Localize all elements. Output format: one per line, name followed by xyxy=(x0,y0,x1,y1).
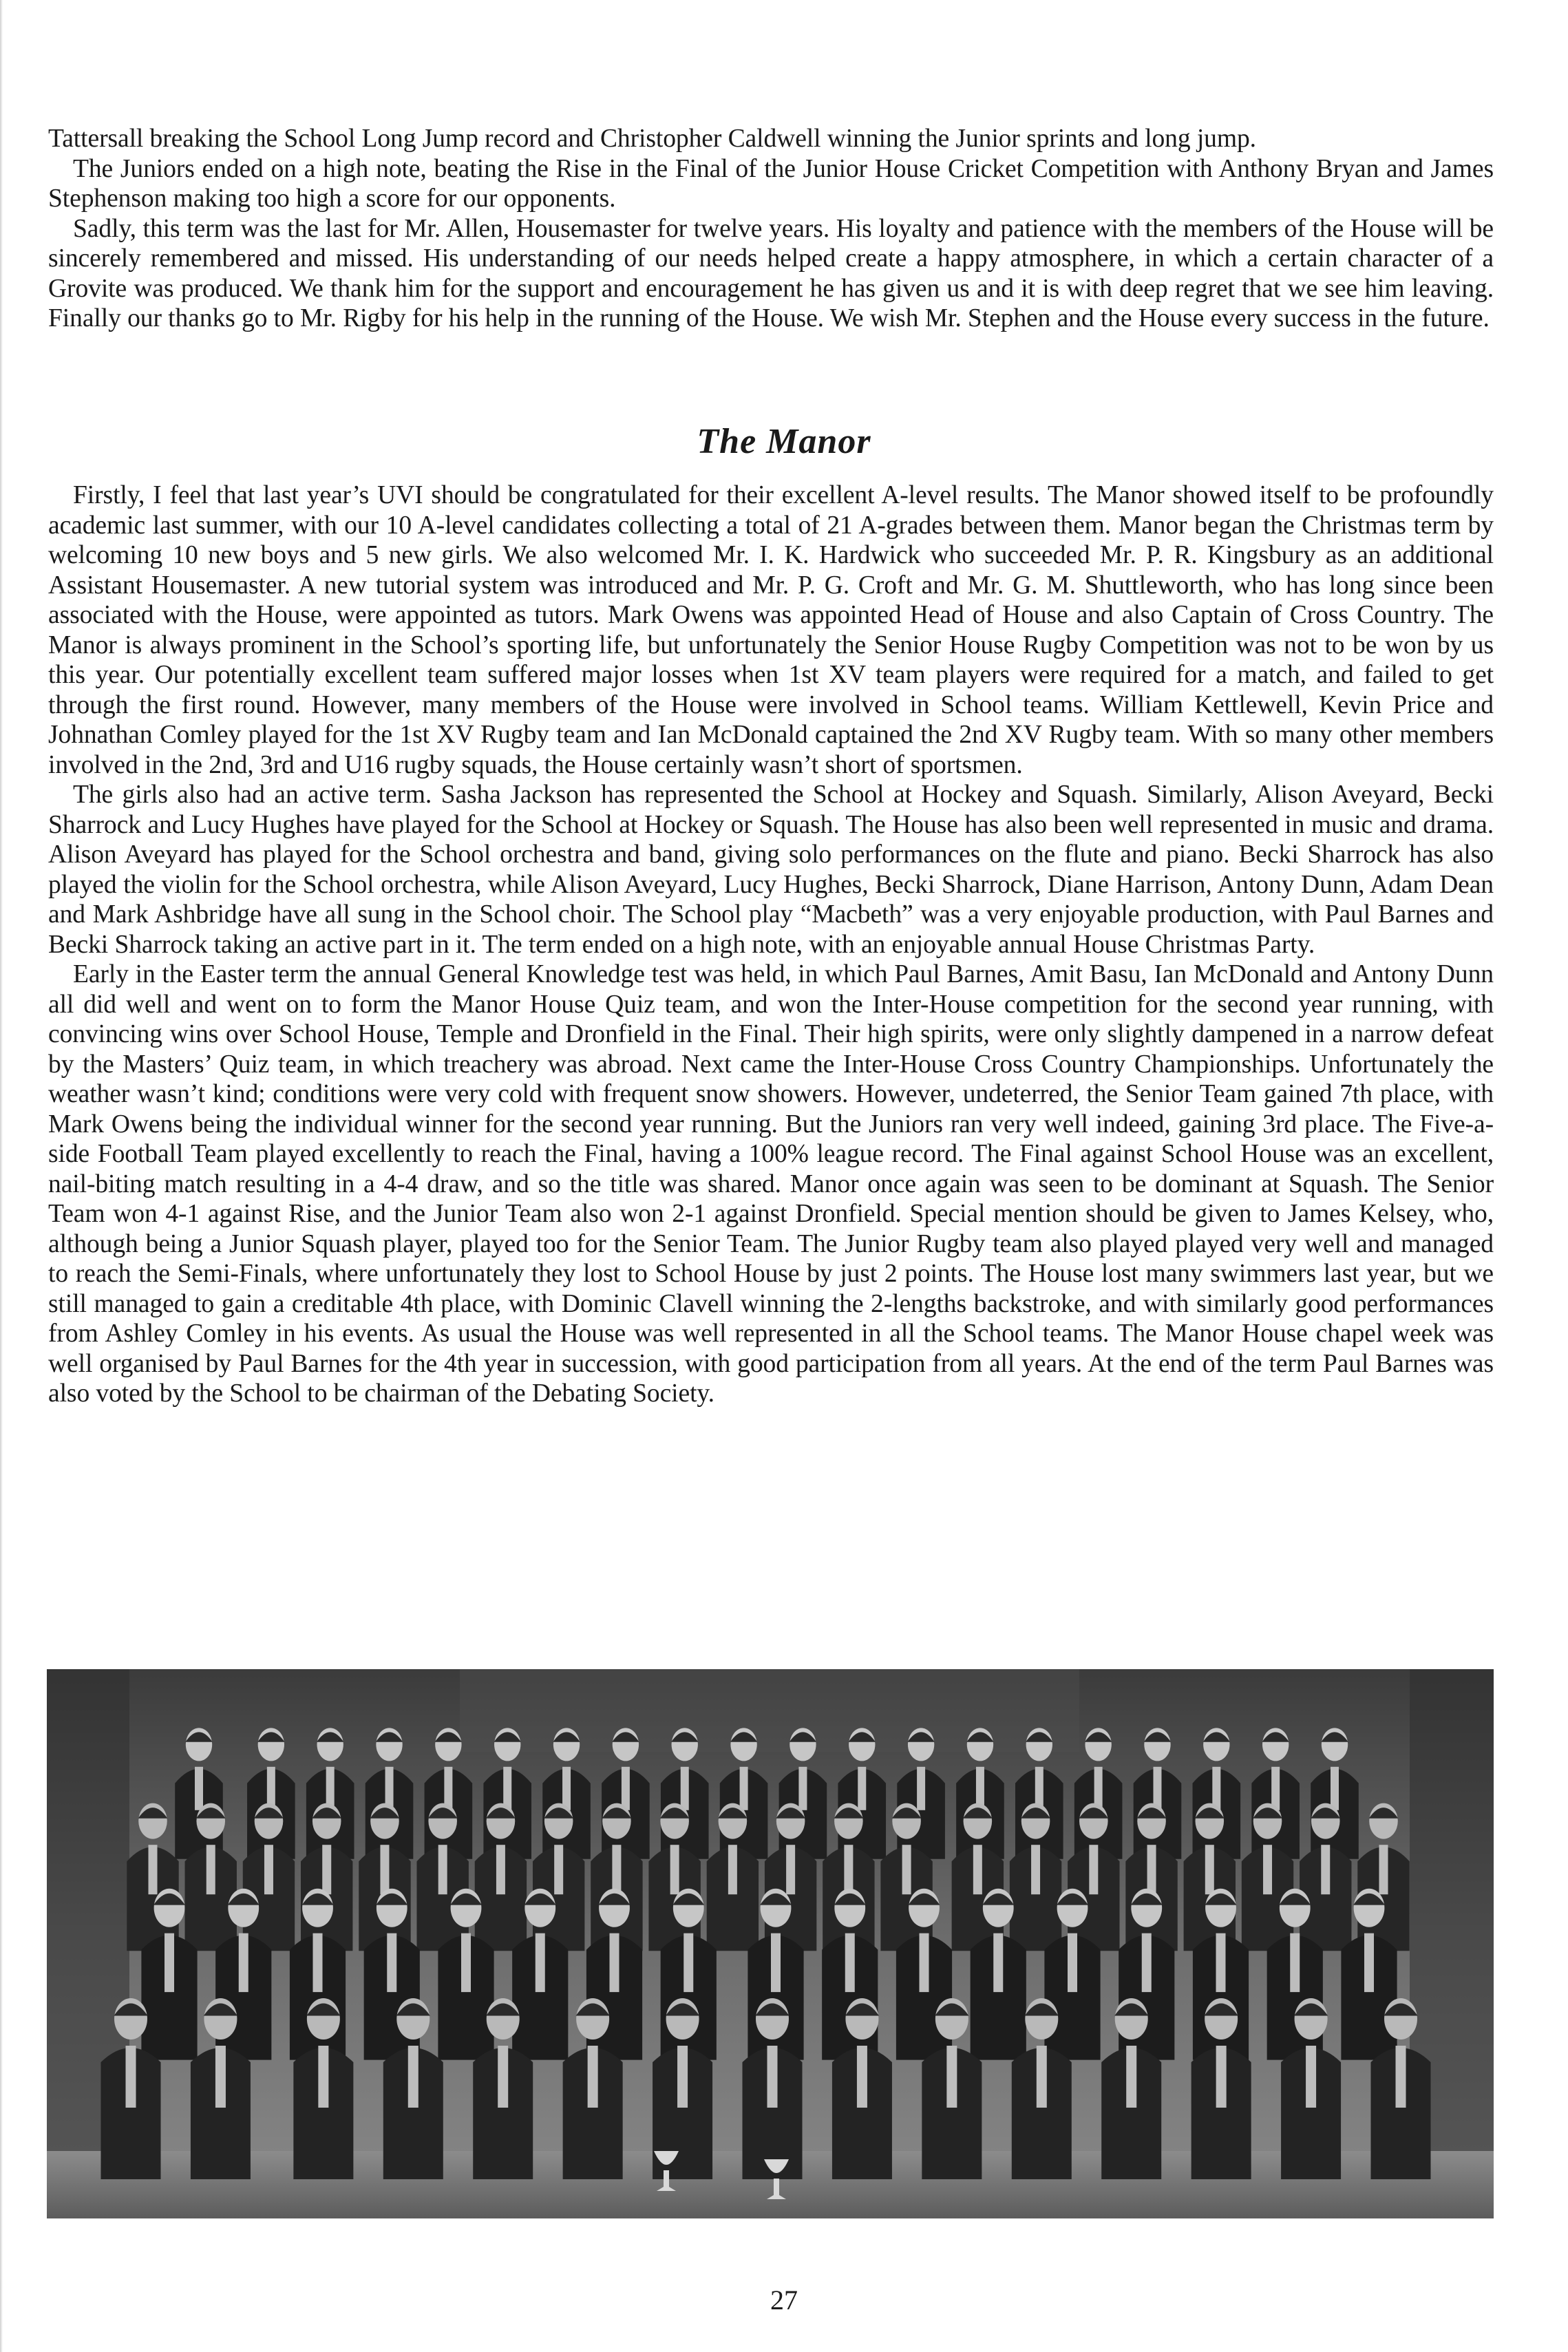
shirt-collar xyxy=(610,1933,619,1993)
paragraph: Sadly, this term was the last for Mr. Allen, Housemaster for twelve years. His loyalty and patience with the members of the House will be sincerely remembered and missed. His understanding of our needs helped create a happy atmosphere, in which a certain character of a Grovite was produced. We thank him for the support and encouragement he has given us and it is with deep regret that we see him leaving. Finally our thanks go to Mr. Rigby for his help in the running of the House. We wish Mr. Stephen and the House every success in the future. xyxy=(48,214,1494,332)
shirt-collar xyxy=(1037,2046,1047,2108)
shirt-collar xyxy=(239,1933,248,1993)
shirt-collar xyxy=(670,1845,679,1894)
shirt-collar xyxy=(149,1845,158,1894)
shirt-collar xyxy=(215,2046,226,2108)
shirt-collar xyxy=(857,2046,867,2108)
manor-article xyxy=(48,480,1494,1409)
shirt-collar xyxy=(264,1845,273,1894)
shirt-collar xyxy=(1126,2046,1136,2108)
shirt-collar xyxy=(387,1933,396,1993)
page-number: 27 xyxy=(770,2285,798,2316)
shirt-collar xyxy=(684,1933,693,1993)
shirt-collar xyxy=(1216,1933,1226,1993)
shirt-collar xyxy=(612,1845,621,1894)
shirt-collar xyxy=(844,1845,853,1894)
shirt-collar xyxy=(902,1845,911,1894)
shirt-collar xyxy=(318,2046,328,2108)
shirt-collar xyxy=(767,2046,778,2108)
shirt-collar xyxy=(917,1767,925,1810)
shirt-collar xyxy=(562,1767,571,1810)
shirt-collar xyxy=(622,1767,630,1810)
previous-house-continuation xyxy=(48,124,1494,334)
shirt-collar xyxy=(1089,1845,1098,1894)
paragraph: The Juniors ended on a high note, beating the Rise in the Final of the Junior House Cricket Competition with Anthony Bryan and James Stephenson making too high a score for our opponents. xyxy=(48,154,1494,213)
section-heading: The Manor xyxy=(697,422,871,461)
shirt-collar xyxy=(165,1933,174,1993)
shirt-collar xyxy=(126,2046,136,2108)
shirt-collar xyxy=(1142,1933,1152,1993)
paragraph: Early in the Easter term the annual General Knowledge test was held, in which Paul Barnes, Amit Basu, Ian McDonald and Antony Dunn all did well and went on to form the Manor House Quiz team, and won the Inter-House competition for the second year running, with convincing wins over School House, Temple and Dronfield in the Final. Their high spirits, were only slightly dampened in a narrow defeat by the Masters’ Quiz team, in which treachery was abroad. Next came the Inter-House Cross Country Championships. Unfortunately the weather wasn’t kind; conditions were very cold with frequent snow showers. However, undeterred, the Senior Team gained 7th place, with Mark Owens being the individual winner for the second year running. But the Juniors ran very well indeed, gaining 3rd place. The Five-a-side Football Team played excellently to reach the Final, having a 100% league record. The Final against School House was an excellent, nail-biting match resulting in a 4-4 draw, and so the title was shared. Manor once again was seen to be dominant at Squash. The Senior Team won 4-1 against Rise, and the Junior Team also won 2-1 against Dronfield. Special mention should be given to James Kelsey, who, although being a Junior Squash player, played too for the Senior Team. The Junior Rugby team also played played very well and managed to reach the Semi-Finals, where unfortunately they lost to School House by just 2 points. The House lost many swimmers last year, but we still managed to gain a creditable 4th place, with Dominic Clavell winning the 2-lengths backstroke, and with similarly good performances from Ashley Comley in his events. As usual the House was well represented in all the School teams. The Manor House chapel week was well organised by Paul Barnes for the 4th year in succession, with good participation from all years. At the end of the term Paul Barnes was also voted by the School to be chairman of the Debating Society. xyxy=(48,960,1494,1408)
shirt-collar xyxy=(798,1767,807,1810)
scan-edge xyxy=(0,0,3,2352)
shirt-collar xyxy=(536,1933,545,1993)
shirt-collar xyxy=(313,1933,323,1993)
shirt-collar xyxy=(946,2046,957,2108)
shirt-collar xyxy=(1396,2046,1406,2108)
house-group-photo xyxy=(47,1669,1494,2218)
shirt-collar xyxy=(681,1767,689,1810)
shirt-collar xyxy=(973,1845,982,1894)
shirt-collar xyxy=(498,2046,508,2108)
shirt-collar xyxy=(1216,2046,1227,2108)
shirt-collar xyxy=(195,1767,203,1810)
shirt-collar xyxy=(1364,1933,1374,1993)
shirt-collar xyxy=(1271,1767,1280,1810)
shirt-collar xyxy=(408,2046,419,2108)
paragraph: Firstly, I feel that last year’s UVI should be congratulated for their excellent A-level results. The Manor showed itself to be profoundly academic last summer, with our 10 A-level candidates collecting a total of 21 A-grades between them. Manor began the Christmas term by welcoming 10 new boys and 5 new girls. We also welcomed Mr. I. K. Hardwick who succeeded Mr. P. R. Kingsbury as an additional Assistant Housemaster. A new tutorial system was introduced and Mr. P. G. Croft and Mr. G. M. Shuttleworth, who has long since been associated with the House, were appointed as tutors. Mark Owens was appointed Head of House and also Captain of Cross Country. The Manor is always prominent in the School’s sporting life, but unfortunately the Senior House Rugby Competition was not to be won by us this year. Our potentially excellent team suffered major losses when 1st XV team players were required for a match, and failed to get through the first round. However, many members of the House were involved in School teams. William Kettlewell, Kevin Price and Johnathan Comley played for the 1st XV Rugby team and Ian McDonald captained the 2nd XV Rugby team. With so many other members involved in the 2nd, 3rd and U16 rugby squads, the House certainly wasn’t short of sportsmen. xyxy=(48,481,1494,779)
shirt-collar xyxy=(380,1845,389,1894)
shirt-collar xyxy=(771,1933,781,1993)
shirt-collar xyxy=(845,1933,855,1993)
shirt-collar xyxy=(461,1933,471,1993)
shirt-collar xyxy=(438,1845,447,1894)
shirt-collar xyxy=(786,1845,795,1894)
shirt-collar xyxy=(1379,1845,1388,1894)
shirt-collar xyxy=(503,1767,511,1810)
paragraph: Tattersall breaking the School Long Jump record and Christopher Caldwell winning the Junior sprints and long jump. xyxy=(48,125,1256,153)
shirt-collar xyxy=(993,1933,1003,1993)
shirt-collar xyxy=(1331,1767,1339,1810)
shirt-collar xyxy=(1321,1845,1330,1894)
shirt-collar xyxy=(1263,1845,1272,1894)
shirt-collar xyxy=(1290,1933,1300,1993)
shirt-collar xyxy=(728,1845,737,1894)
paragraph: The girls also had an active term. Sasha Jackson has represented the School at Hockey and Squash. Similarly, Alison Aveyard, Becki Sharrock and Lucy Hughes have played for the School at Hockey or Squash. The House has also been well represented in music and drama. Alison Aveyard has played for the School orchestra and band, giving solo performances on the flute and piano. Becki Sharrock has also played the violin for the School orchestra, while Alison Aveyard, Lucy Hughes, Becki Sharrock, Diane Harrison, Antony Dunn, Adam Dean and Mark Ashbridge have all sung in the School choir. The School play “Macbeth” was a very enjoyable production, with Paul Barnes and Becki Sharrock taking an active part in it. The term ended on a high note, with an enjoyable annual House Christmas Party. xyxy=(48,781,1494,959)
shirt-collar xyxy=(1031,1845,1040,1894)
shirt-collar xyxy=(588,2046,598,2108)
shirt-collar xyxy=(1068,1933,1077,1993)
shirt-collar xyxy=(740,1767,748,1810)
shirt-collar xyxy=(206,1845,215,1894)
shirt-collar xyxy=(1212,1767,1220,1810)
shirt-collar xyxy=(677,2046,688,2108)
shirt-collar xyxy=(1205,1845,1214,1894)
shirt-collar xyxy=(322,1845,331,1894)
shirt-collar xyxy=(554,1845,563,1894)
shirt-collar xyxy=(1147,1845,1156,1894)
shirt-collar xyxy=(496,1845,505,1894)
shirt-collar xyxy=(858,1767,866,1810)
shirt-collar xyxy=(920,1933,929,1993)
shirt-collar xyxy=(1306,2046,1316,2108)
